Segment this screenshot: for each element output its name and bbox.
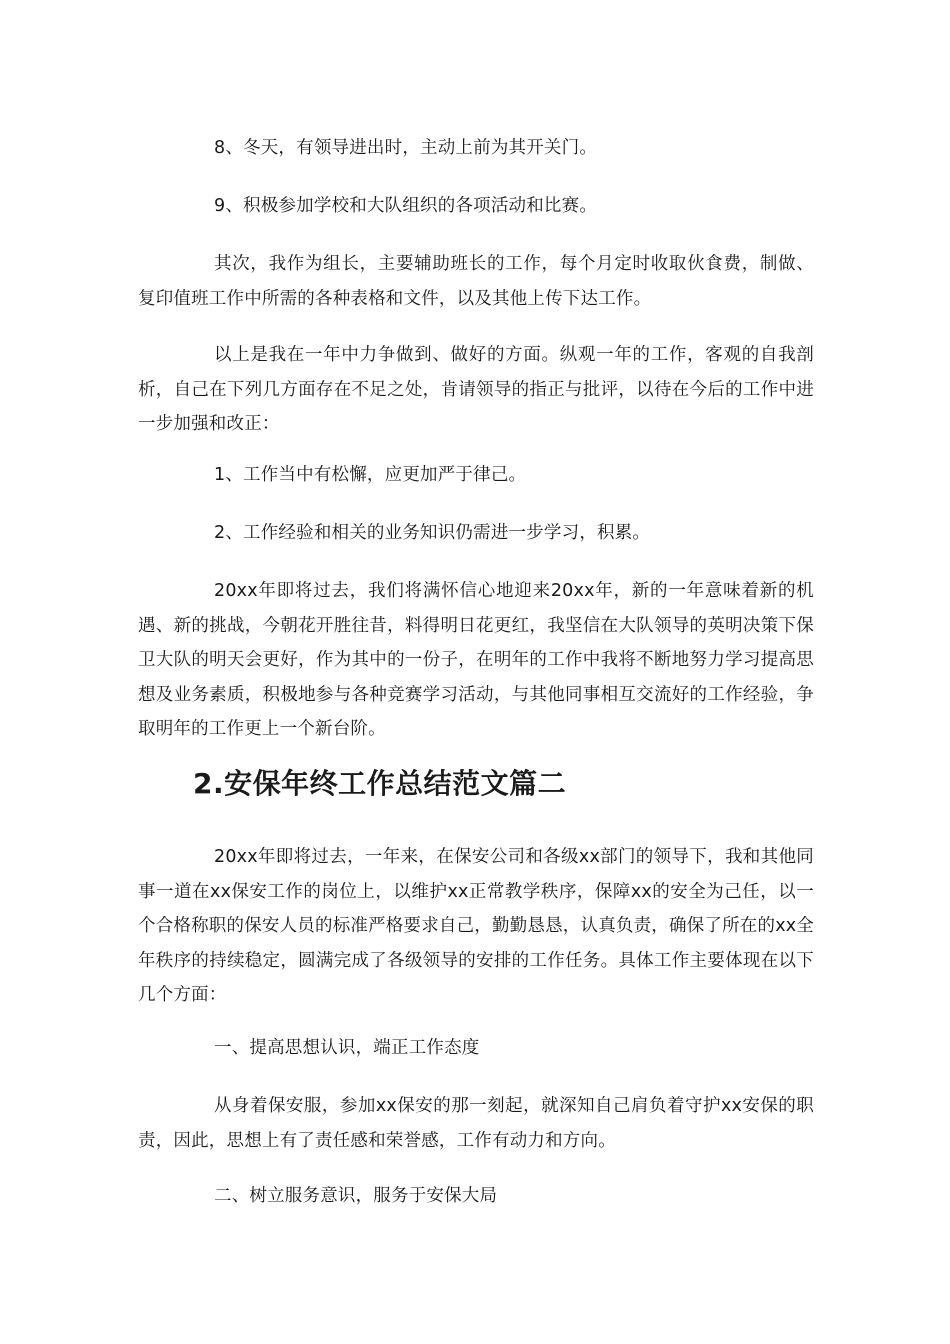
paragraph-group-leader-duties: 其次，我作为组长，主要辅助班长的工作，每个月定时收取伙食费，制做、复印值班工作中所需的各种表格和文件，以及其他上传下达工作。 — [138, 254, 814, 309]
paragraph-self-assessment: 以上是我在一年中力争做到、做好的方面。纵观一年的工作，客观的自我剖析，自己在下列几方面存在不足之处，肯请领导的指正与批评，以待在今后的工作中进一步加强和改正： — [138, 345, 814, 434]
paragraph-outlook: 20xx年即将过去，我们将满怀信心地迎来20xx年，新的一年意味着新的机遇、新的挑战，今朝花开胜往昔，料得明日花更红，我坚信在大队领导的英明决策下保卫大队的明天会更好，作为其中的一份子，在明年的工作中我将不断地努力学习提高思想及业务素质，积极地参与各种竞赛学习活动，与其他同事相互交流好的工作经验，争取明年的工作更上一个新台阶。 — [138, 581, 814, 739]
paragraph-item-9: 9、积极参加学校和大队组织的各项活动和比赛。 — [214, 196, 598, 216]
paragraph-subheading-1: 一、提高思想认识，端正工作态度 — [214, 1038, 480, 1058]
paragraph-subheading-2: 二、树立服务意识，服务于安保大局 — [214, 1186, 498, 1206]
section-heading: 2.安保年终工作总结范文篇二 — [193, 767, 567, 800]
paragraph-shortcoming-1: 1、工作当中有松懈，应更加严于律己。 — [214, 465, 527, 485]
paragraph-shortcoming-2: 2、工作经验和相关的业务知识仍需进一步学习，积累。 — [214, 523, 651, 543]
paragraph-uniform-duty: 从身着保安服，参加xx保安的那一刻起，就深知自己肩负着守护xx安保的职责，因此，思想上有了责任感和荣誉感，工作有动力和方向。 — [138, 1096, 814, 1151]
paragraph-intro: 20xx年即将过去，一年来，在保安公司和各级xx部门的领导下，我和其他同事一道在xx保安工作的岗位上，以维护xx正常教学秩序，保障xx的安全为己任，以一个合格称职的保安人员的标准严格要求自己，勤勤恳恳，认真负责，确保了所在的xx全年秩序的持续稳定，圆满完成了各级领导的安排的工作任务。具体工作主要体现在以下几个方面： — [138, 847, 815, 1005]
paragraph-item-8: 8、冬天，有领导进出时，主动上前为其开关门。 — [214, 138, 598, 158]
